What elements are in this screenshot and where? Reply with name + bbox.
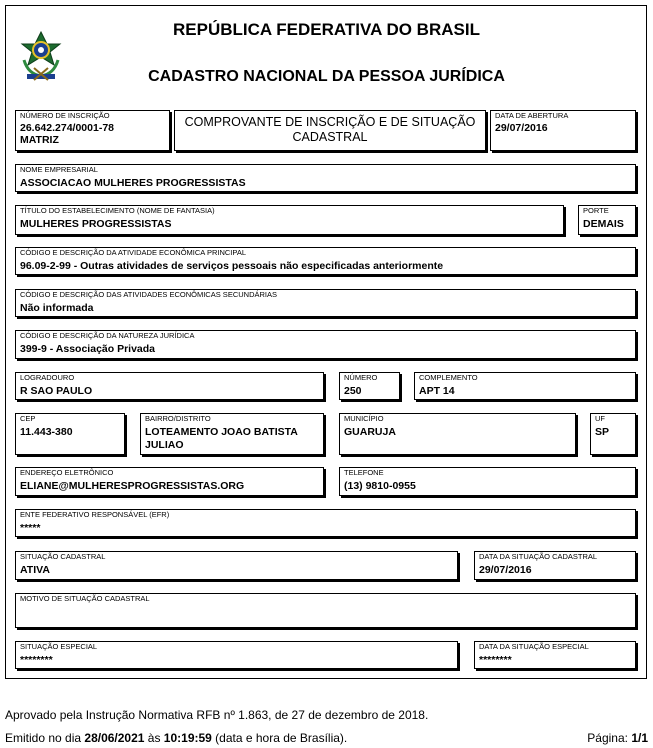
inscricao-tipo: MATRIZ bbox=[20, 134, 59, 146]
municipio-label: MUNICÍPIO bbox=[344, 414, 384, 423]
municipio-value: GUARUJA bbox=[344, 426, 396, 438]
fantasia-box bbox=[15, 205, 564, 235]
atividades-secundarias-label: CÓDIGO E DESCRIÇÃO DAS ATIVIDADES ECONÔMICAS SECUNDÁRIAS bbox=[20, 290, 277, 299]
natureza-label: CÓDIGO E DESCRIÇÃO DA NATUREZA JURÍDICA bbox=[20, 331, 195, 340]
atividade-principal-value: 96.09-2-99 - Outras atividades de serviços pessoais não especificadas anteriormente bbox=[20, 260, 444, 272]
porte-box bbox=[578, 205, 636, 235]
footer-emitido bbox=[5, 731, 347, 745]
email-value: ELIANE@MULHERESPROGRESSISTAS.ORG bbox=[20, 480, 245, 492]
emitido-suffix: (data e hora de Brasília). bbox=[211, 731, 348, 745]
cnpj-title: CADASTRO NACIONAL DA PESSOA JURÍDICA bbox=[148, 68, 505, 85]
fantasia-value: MULHERES PROGRESSISTAS bbox=[20, 218, 172, 230]
efr-label: ENTE FEDERATIVO RESPONSÁVEL (EFR) bbox=[20, 510, 170, 519]
natureza-value: 399-9 - Associação Privada bbox=[20, 343, 156, 355]
logradouro-box bbox=[15, 372, 324, 400]
situacao-box bbox=[15, 551, 458, 580]
emitido-time: 10:19:59 bbox=[163, 731, 212, 745]
telefone-box bbox=[339, 467, 636, 496]
emitido-mid: às bbox=[144, 731, 164, 745]
bairro-label: BAIRRO/DISTRITO bbox=[145, 414, 211, 423]
comprovante-box bbox=[174, 110, 486, 151]
nome-label: NOME EMPRESARIAL bbox=[20, 165, 98, 174]
email-label: ENDEREÇO ELETRÔNICO bbox=[20, 468, 114, 477]
situacao-especial-box bbox=[15, 641, 458, 669]
inscricao-cnpj: 26.642.274/0001-78 bbox=[20, 122, 115, 134]
bairro-box bbox=[140, 413, 324, 455]
logradouro-value: R SAO PAULO bbox=[20, 385, 93, 397]
telefone-label: TELEFONE bbox=[344, 468, 384, 477]
inscricao-box bbox=[15, 110, 170, 151]
atividades-secundarias-box bbox=[15, 289, 636, 317]
fantasia-label: TÍTULO DO ESTABELECIMENTO (NOME DE FANTASIA) bbox=[20, 206, 215, 215]
uf-value: SP bbox=[595, 426, 610, 438]
inscricao-label: NÚMERO DE INSCRIÇÃO bbox=[20, 111, 110, 120]
telefone-value: (13) 9810-0955 bbox=[344, 480, 416, 492]
porte-label: PORTE bbox=[583, 206, 609, 215]
comprovante-title-line2: CADASTRAL bbox=[292, 130, 368, 144]
nome-value: ASSOCIACAO MULHERES PROGRESSISTAS bbox=[20, 177, 246, 189]
abertura-label: DATA DE ABERTURA bbox=[495, 111, 569, 120]
republic-title: REPÚBLICA FEDERATIVA DO BRASIL bbox=[173, 20, 480, 39]
data-situacao-value: 29/07/2016 bbox=[479, 564, 532, 576]
pagina-label: Página: bbox=[587, 731, 632, 745]
cep-label: CEP bbox=[20, 414, 36, 423]
uf-label: UF bbox=[595, 414, 605, 423]
complemento-label: COMPLEMENTO bbox=[419, 373, 478, 382]
footer-pagina bbox=[587, 731, 648, 745]
numero-value: 250 bbox=[344, 385, 362, 397]
uf-box bbox=[590, 413, 636, 455]
logradouro-label: LOGRADOURO bbox=[20, 373, 75, 382]
atividade-principal-label: CÓDIGO E DESCRIÇÃO DA ATIVIDADE ECONÔMICA PRINCIPAL bbox=[20, 248, 247, 257]
cep-value: 11.443-380 bbox=[20, 426, 73, 438]
situacao-especial-label: SITUAÇÃO ESPECIAL bbox=[20, 642, 98, 651]
cep-box bbox=[15, 413, 125, 455]
data-situacao-especial-label: DATA DA SITUAÇÃO ESPECIAL bbox=[479, 642, 589, 651]
emitido-prefix: Emitido no dia bbox=[5, 731, 85, 745]
motivo-label: MOTIVO DE SITUAÇÃO CADASTRAL bbox=[20, 594, 150, 603]
data-situacao-especial-box bbox=[474, 641, 636, 669]
data-situacao-especial-value: ******** bbox=[479, 654, 512, 666]
municipio-box bbox=[339, 413, 576, 455]
email-box bbox=[15, 467, 324, 496]
footer-aprovado: Aprovado pela Instrução Normativa RFB nº 1.863, de 27 de dezembro de 2018. bbox=[5, 708, 429, 722]
abertura-value: 29/07/2016 bbox=[495, 122, 548, 134]
comprovante-title-line1: COMPROVANTE DE INSCRIÇÃO E DE SITUAÇÃO bbox=[184, 115, 476, 129]
pagina-value: 1/1 bbox=[631, 731, 648, 745]
nome-box bbox=[15, 164, 636, 192]
atividade-principal-box bbox=[15, 247, 636, 275]
efr-value: ***** bbox=[20, 522, 41, 534]
data-situacao-label: DATA DA SITUAÇÃO CADASTRAL bbox=[479, 552, 598, 561]
data-situacao-box bbox=[474, 551, 636, 580]
porte-value: DEMAIS bbox=[583, 218, 624, 230]
numero-box bbox=[339, 372, 400, 400]
efr-box bbox=[15, 509, 636, 537]
abertura-box bbox=[490, 110, 636, 151]
complemento-box bbox=[414, 372, 636, 400]
situacao-label: SITUAÇÃO CADASTRAL bbox=[20, 552, 106, 561]
numero-label: NÚMERO bbox=[344, 373, 378, 382]
situacao-value: ATIVA bbox=[20, 564, 50, 576]
atividades-secundarias-value: Não informada bbox=[20, 302, 94, 314]
emitido-date: 28/06/2021 bbox=[84, 731, 145, 745]
natureza-box bbox=[15, 330, 636, 359]
complemento-value: APT 14 bbox=[419, 385, 455, 397]
bairro-value: LOTEAMENTO JOAO BATISTA JULIAO bbox=[145, 426, 298, 451]
motivo-box bbox=[15, 593, 636, 628]
situacao-especial-value: ******** bbox=[20, 654, 53, 666]
